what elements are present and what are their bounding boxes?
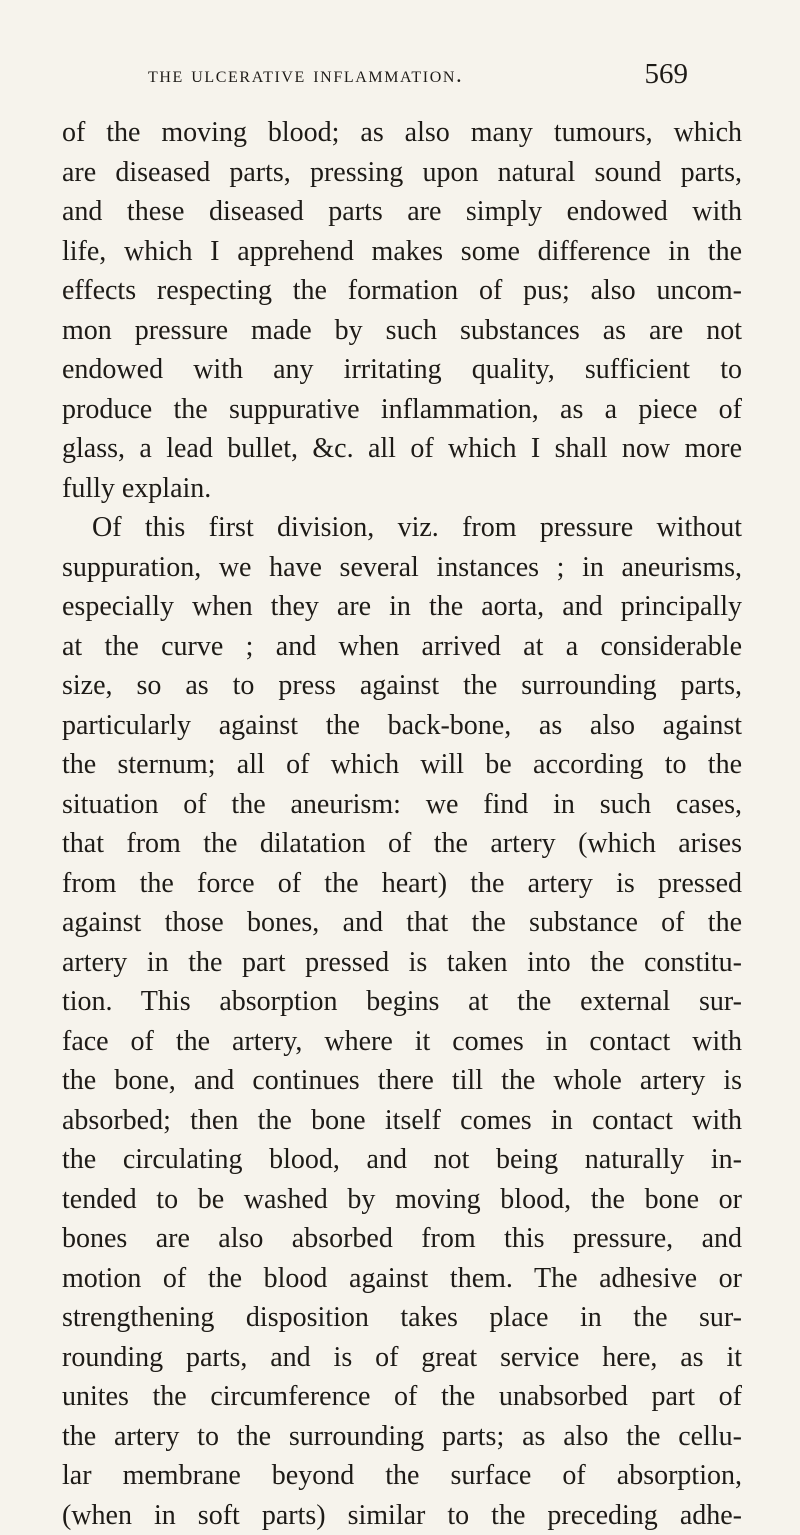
text-line: fully explain. xyxy=(62,469,742,509)
text-line: the circulating blood, and not being naturally in- xyxy=(62,1140,742,1180)
text-line: tion. This absorption begins at the external sur- xyxy=(62,982,742,1022)
text-line: strengthening disposition takes place in the sur- xyxy=(62,1298,742,1338)
text-line: Of this first division, viz. from pressure without xyxy=(62,508,742,548)
text-line: bones are also absorbed from this pressure, and xyxy=(62,1219,742,1259)
text-line: motion of the blood against them. The adhesive or xyxy=(62,1259,742,1299)
text-line: at the curve ; and when arrived at a considerable xyxy=(62,627,742,667)
text-line: situation of the aneurism: we find in such cases, xyxy=(62,785,742,825)
text-line: face of the artery, where it comes in contact with xyxy=(62,1022,742,1062)
text-line: effects respecting the formation of pus; also uncom- xyxy=(62,271,742,311)
page-number: 569 xyxy=(645,58,689,91)
text-line: particularly against the back-bone, as also against xyxy=(62,706,742,746)
running-head xyxy=(148,62,688,96)
text-line: the sternum; all of which will be according to the xyxy=(62,745,742,785)
text-line: and these diseased parts are simply endowed with xyxy=(62,192,742,232)
text-line: produce the suppurative inflammation, as a piece of xyxy=(62,390,742,430)
text-line: of the moving blood; as also many tumours, which xyxy=(62,113,742,153)
body-text xyxy=(62,113,742,1535)
text-line: artery in the part pressed is taken into the constitu- xyxy=(62,943,742,983)
text-line: lar membrane beyond the surface of absorption, xyxy=(62,1456,742,1496)
text-line: tended to be washed by moving blood, the bone or xyxy=(62,1180,742,1220)
text-line: mon pressure made by such substances as are not xyxy=(62,311,742,351)
text-line: that from the dilatation of the artery (which arises xyxy=(62,824,742,864)
text-line: are diseased parts, pressing upon natural sound parts, xyxy=(62,153,742,193)
text-line: endowed with any irritating quality, sufficient to xyxy=(62,350,742,390)
text-line: unites the circumference of the unabsorbed part of xyxy=(62,1377,742,1417)
running-title: the ulcerative inflammation. xyxy=(148,62,463,88)
text-line: size, so as to press against the surrounding parts, xyxy=(62,666,742,706)
text-line: glass, a lead bullet, &c. all of which I shall now more xyxy=(62,429,742,469)
text-line: the bone, and continues there till the whole artery is xyxy=(62,1061,742,1101)
text-line: rounding parts, and is of great service here, as it xyxy=(62,1338,742,1378)
text-line: from the force of the heart) the artery is pressed xyxy=(62,864,742,904)
text-line: life, which I apprehend makes some difference in the xyxy=(62,232,742,272)
text-line: especially when they are in the aorta, and principally xyxy=(62,587,742,627)
text-line: suppuration, we have several instances ; in aneurisms, xyxy=(62,548,742,588)
text-line: the artery to the surrounding parts; as also the cellu- xyxy=(62,1417,742,1457)
text-line: against those bones, and that the substance of the xyxy=(62,903,742,943)
text-line: absorbed; then the bone itself comes in contact with xyxy=(62,1101,742,1141)
text-line: (when in soft parts) similar to the preceding adhe- xyxy=(62,1496,742,1535)
